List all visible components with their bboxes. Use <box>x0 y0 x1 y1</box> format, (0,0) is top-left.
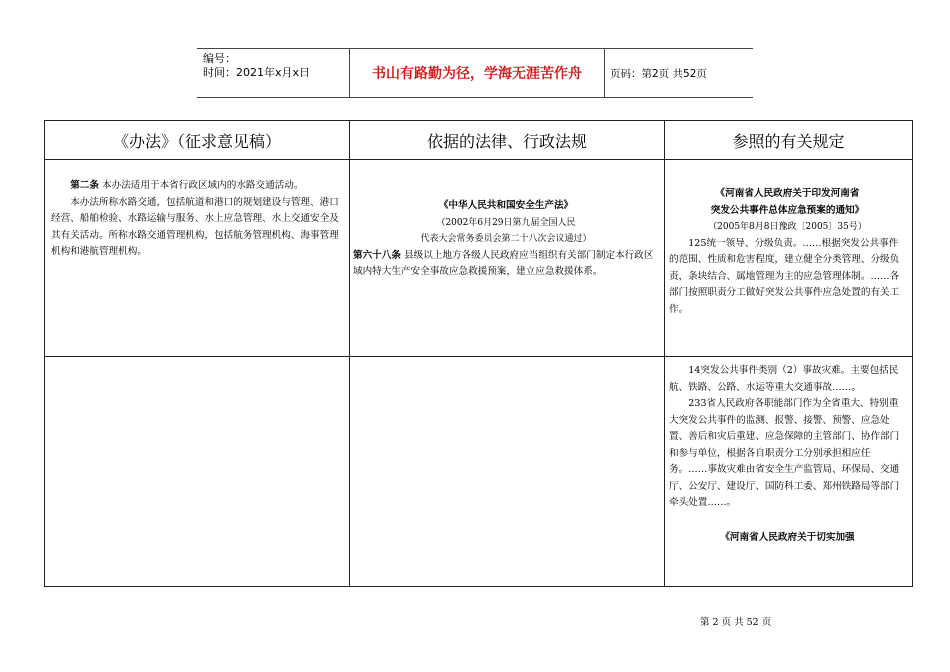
header-motto: 书山有路勤为径，学海无涯苦作舟 <box>372 66 582 82</box>
article-title: 第二条 <box>70 180 99 191</box>
table-header-row <box>45 121 913 160</box>
table-row <box>45 160 913 357</box>
table-cell <box>665 160 913 357</box>
table-row <box>45 357 913 587</box>
table-cell <box>350 357 665 587</box>
page-header <box>197 48 753 98</box>
column-header: 依据的法律、行政法规 <box>350 121 665 160</box>
notice-paragraph: 125统一领导、分级负责。……根据突发公共事件的范围、性质和危害程度，建立健全分类管理、分级负责，条块结合、属地管理为主的应急管理体制。……各部门按照职责分工做好突发公共事件应急处置的有关工作。 <box>669 237 900 315</box>
notice-title: 《河南省人民政府关于印发河南省 <box>715 188 860 199</box>
notice-paragraph: 233省人民政府各职能部门作为全省重大、特别重大突发公共事件的监测、报警、接警、预警、应急处置、善后和灾后重建、应急保障的主管部门、协作部门和参与单位，根据各自职责分工分别承担相应任务。……事故灾难由省安全生产监管局、环保局、交通厅、公安厅、建设厅、国防科工委、郑州铁路局等部门牵头处置……。 <box>669 398 900 508</box>
notice-title: 《河南省人民政府关于切实加强 <box>720 531 855 543</box>
article-text: 本办法适用于本省行政区域内的水路交通活动。 <box>98 180 304 191</box>
article-title: 第六十八条 <box>353 249 401 261</box>
page-footer: 第 2 页 共 52 页 <box>700 617 772 628</box>
article-paragraph <box>353 248 659 281</box>
table-cell <box>45 160 350 357</box>
law-date: 代表大会常务委员会第二十八次会议通过） <box>420 234 592 244</box>
law-title: 《中华人民共和国安全生产法》 <box>438 200 574 211</box>
article-paragraph: 本办法所称水路交通，包括航道和港口的规划建设与管理、港口经营、船舶检验、水路运输与服务、水上应急管理、水上交通安全及其有关活动。所称水路交通管理机构，包括航务管理机构、海事管理机构和港航管理机构。 <box>51 196 339 257</box>
notice-title: 突发公共事件总体应急预案的通知》 <box>710 204 865 216</box>
article-text: 县级以上地方各级人民政府应当组织有关部门制定本行政区域内特大生产安全事故应急救援预案，建立应急救援体系。 <box>353 249 654 277</box>
time-label: 时间：2021年x月x日 <box>203 66 311 79</box>
column-header: 参照的有关规定 <box>665 121 913 160</box>
table-cell <box>350 160 665 357</box>
notice-number: （2005年8月8日豫政〔2005〕35号） <box>708 222 867 232</box>
header-meta <box>203 52 343 80</box>
table-cell <box>665 357 913 587</box>
table-cell <box>45 357 350 587</box>
notice-paragraph: 14突发公共事件类别（2）事故灾难。主要包括民航、铁路、公路、水运等重大交通事故……。 <box>669 365 899 393</box>
header-divider <box>604 49 605 97</box>
column-header: 《办法》（征求意见稿） <box>45 121 350 160</box>
law-date: （2002年6月29日第九届全国人民 <box>436 217 576 228</box>
header-page-label: 页码：第2页 共52页 <box>610 68 707 80</box>
comparison-table <box>44 120 913 587</box>
code-label: 编号： <box>203 52 236 65</box>
article-paragraph <box>51 178 344 195</box>
